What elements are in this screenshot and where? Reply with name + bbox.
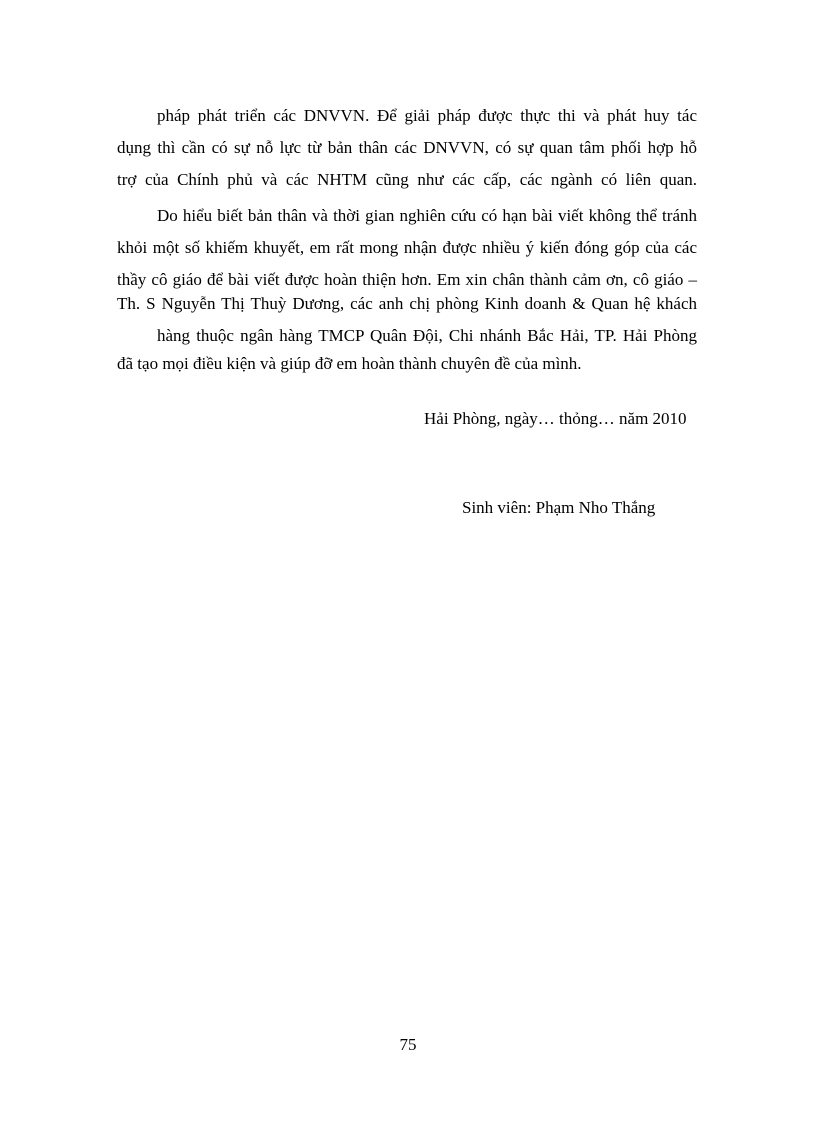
paragraph-2-line-3: thầy cô giáo để bài viết được hoàn thiện hơn. Em xin chân thành cảm ơn, cô giáo – [117, 270, 697, 289]
paragraph-2-line-6: đã tạo mọi điều kiện và giúp đỡ em hoàn thành chuyên đề của mình. [117, 354, 582, 373]
paragraph-1-line-1: pháp phát triển các DNVVN. Để giải pháp được thực thi và phát huy tác [157, 106, 697, 125]
paragraph-1-line-3: trợ của Chính phủ và các NHTM cũng như các cấp, các ngành có liên quan. [117, 170, 697, 189]
date-line: Hải Phòng, ngày… thỏng… năm 2010 [424, 409, 687, 428]
page-number: 75 [399, 1035, 417, 1054]
paragraph-2-line-4: Th. S Nguyễn Thị Thuỳ Dương, các anh chị phòng Kinh doanh & Quan hệ khách [117, 294, 697, 313]
signature-line: Sinh viên: Phạm Nho Thắng [462, 498, 656, 517]
paragraph-1-line-2: dụng thì cần có sự nỗ lực từ bản thân các DNVVN, có sự quan tâm phối hợp hỗ [117, 138, 697, 157]
paragraph-2-line-1: Do hiểu biết bản thân và thời gian nghiên cứu có hạn bài viết không thể tránh [157, 206, 697, 225]
paragraph-2-line-5: hàng thuộc ngân hàng TMCP Quân Đội, Chi nhánh Bắc Hải, TP. Hải Phòng [157, 326, 697, 345]
paragraph-2-line-2: khỏi một số khiếm khuyết, em rất mong nhận được nhiều ý kiến đóng góp của các [117, 238, 697, 257]
